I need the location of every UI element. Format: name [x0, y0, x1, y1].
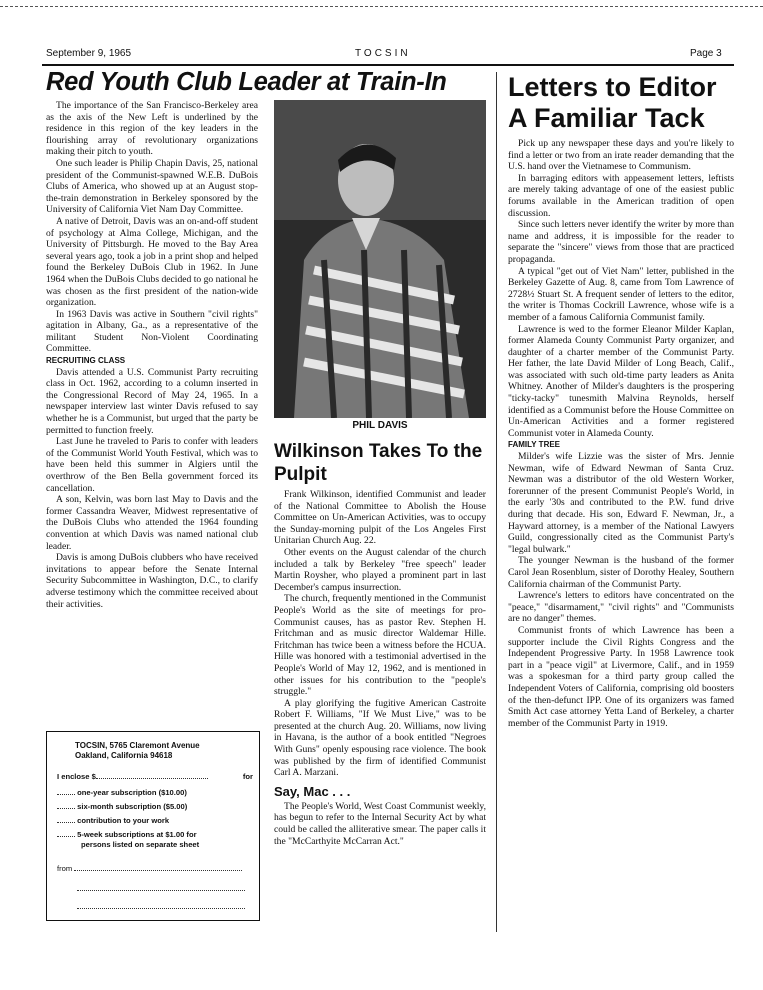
header-date: September 9, 1965	[46, 48, 132, 59]
portrait-photo	[274, 100, 486, 418]
paragraph: Last June he traveled to Paris to confer with leaders of the Communist World Youth Festival, which was to have been held this summer in Algiers until the overthrow of the Ben Bella government forced its cancellation.	[46, 436, 258, 494]
header-paper-name: TOCSIN	[355, 48, 411, 59]
subhead-family-tree: FAMILY TREE	[508, 440, 561, 450]
paragraph: Since such letters never identify the writer by more than name and address, it is impossible for the reader to separate the "sincere" views from those that are practiced propaganda.	[508, 219, 734, 265]
paragraph: The younger Newman is the husband of the former Carol Jean Rosenblum, sister of Dorothy Healey, Southern California chairman of the Communist Party.	[508, 555, 734, 590]
enclose-line[interactable]: I enclose $ for	[57, 772, 253, 781]
paragraph: Lawrence's letters to editors have concentrated on the "peace," "disarmament," "civil rights" and "Communists are no danger" themes.	[508, 590, 734, 625]
middle-article-headline: Wilkinson Takes To the Pulpit	[274, 441, 483, 485]
header-rule	[42, 64, 734, 66]
paragraph: The importance of the San Francisco-Berkeley area as the axis of the New Left is underlined by the residence in this region of the key leaders in the flourishing array of revolutionary organizations making their pitch to youth.	[46, 100, 258, 158]
paragraph: The People's World, West Coast Communist weekly, has begun to refer to the Internal Security Act by what could be called the alliterative smear. The paper calls it the "McCarthyite McCarran Act."	[274, 800, 486, 847]
paragraph: Milder's wife Lizzie was the sister of Mrs. Jennie Newman, wife of Edward Newman of Santa Cruz. Newman was a distributor of the old Western Worker, forerunner of the present Communist People's World, in the early '30s and contributed to the P.W. fund drive during that decade. His son, Edward F. Newman, Jr., a Hayward attorney, is a member of the National Lawyers Guild, congressionally cited as the Communist Party's "legal bulwark."	[508, 451, 734, 555]
paragraph: Communist fronts of which Lawrence has been a supporter include the Civil Rights Congress and the Independent Progressive Party. In 1958 Lawrence took part in a "peace vigil" at Livermore, Calif., and in 1959 was a spokesman for a third party group called the Independent Voters of California, comprising old boosters of the then-defunct IPP. One of its organizers was famed Smith Act case attorney Yetta Land of Berkeley, a charter member of the Communist Party in 1919.	[508, 624, 734, 729]
paragraph: A typical "get out of Viet Nam" letter, published in the Berkeley Gazette of Aug. 8, came from Tom Lawrence of 2728½ Stuart St. A frequent sender of letters to the editor, the writer is Thomas Cockrill Lawrence, whose wife is a member of a famous California Communist family.	[508, 265, 734, 323]
paragraph: Pick up any newspaper these days and you're likely to find a letter or two from an irate reader demanding that the U.S. hand over the Vietnamese to Communism.	[508, 138, 734, 173]
column-divider	[496, 72, 497, 932]
photo-caption: PHIL DAVIS	[352, 420, 408, 431]
left-article-body	[46, 100, 258, 610]
from-line[interactable]: from	[57, 864, 253, 874]
address-line[interactable]	[77, 902, 247, 912]
top-dashed-border	[0, 6, 763, 7]
middle-article-body	[274, 489, 486, 847]
paragraph: Lawrence is wed to the former Eleanor Milder Kaplan, former Alameda County Communist Party organizer, and daughter of a charter member of the Communist Party. Her father, the late David Milder of Long Beach, Calif., was associated with such old-time party leaders as Anita Whitney. Another of Milder's daughters is the prospering "ticky-tacky" tunesmith Malvina Reynolds, herself identified as a Communist before the House Committee on Un-American Activities and a former registered Communist voter in Alameda County.	[508, 323, 734, 439]
paragraph: Davis attended a U.S. Communist Party recruiting class in Oct. 1962, according to a column inserted in the Congressional Record of May 24, 1965. In a newspaper interview last winter Davis refused to say whether he is a Communist, but urged that the party be permitted to function freely.	[46, 366, 258, 436]
subscription-coupon	[46, 731, 260, 921]
header-page-number: Page 3	[690, 48, 722, 59]
coupon-address: TOCSIN, 5765 Claremont Avenue Oakland, California 94618	[75, 741, 200, 760]
option-one-year[interactable]: one-year subscription ($10.00)	[57, 788, 253, 798]
right-article-headline: Letters to Editor A Familiar Tack	[508, 72, 717, 133]
paragraph: Other events on the August calendar of the church included a talk by Berkeley "free speech" leader Martin Roysher, who played a prominent part in last December's campus insurrection.	[274, 546, 486, 593]
left-article-headline: Red Youth Club Leader at Train-In	[46, 68, 447, 96]
paragraph: In 1963 Davis was active in Southern "civil rights" agitation in Albany, Ga., as a representative of the militant Student Non-Violent Coordinating Committee.	[46, 308, 258, 355]
address-line[interactable]	[77, 884, 247, 894]
paragraph: A play glorifying the fugitive American Castroite Robert F. Williams, "If We Must Live," was to be presented at the church Aug. 20. Williams, now living in Havana, is the author of a book entitled "Negroes With Guns" openly espousing race violence. The book was published by the firm of identified Communist Carl A. Marzani.	[274, 697, 486, 779]
option-six-month[interactable]: six-month subscription ($5.00)	[57, 802, 253, 812]
subhead-say-mac: Say, Mac . . .	[274, 783, 351, 799]
paragraph: Frank Wilkinson, identified Communist and leader of the National Committee to Abolish the House Committee on Un-American Activities, was to occupy the Sunday-morning pulpit of the Los Angeles First Unitarian Church Aug. 22.	[274, 489, 486, 547]
right-article-body	[508, 138, 734, 729]
paragraph: Davis is among DuBois clubbers who have received invitations to appear before the Senate Internal Security Subcommittee in Washington, D.C., to clarify adverse testimony which the committee received about their activities.	[46, 552, 258, 610]
paragraph: In barraging editors with appeasement letters, leftists are merely taking advantage of one of the easiest public forums available in the American tradition of open discussion.	[508, 172, 734, 219]
paragraph: The church, frequently mentioned in the Communist People's World as the site of meetings for pro-Communist causes, has as pastor Rev. Stephen H. Fritchman and as music director Waldemar Hille. Fritchman has twice been a witness before the HCUA. Hille was honored with a testimonial advertised in the People's World of May 12, 1962, and is mentioned in other issues for his contribution to the "people's struggle."	[274, 593, 486, 698]
option-five-week[interactable]: 5-week subscriptions at $1.00 for persons listed on separate sheet	[57, 830, 253, 850]
paragraph: A native of Detroit, Davis was an on-and-off student of psychology at Alma College, Michigan, and the University of Pittsburgh. He moved to the Bay Area several years ago, took a job in a print shop and helped found the Berkeley DuBois Club in 1962. In June 1964 when the DuBois Clubs decided to go national he was chosen as the first president of the nation-wide organization.	[46, 215, 258, 309]
paragraph: One such leader is Philip Chapin Davis, 25, national president of the Communist-spawned W.E.B. DuBois Clubs of America, who showed up at an August stop-the-train demonstration in Berkeley sponsored by the University of California Viet Nam Day Committee.	[46, 157, 258, 216]
subhead-recruiting-class: RECRUITING CLASS	[46, 356, 126, 366]
portrait-illustration	[274, 100, 486, 418]
option-contribution[interactable]: contribution to your work	[57, 816, 253, 826]
paragraph: A son, Kelvin, was born last May to Davis and the former Cassandra Weaver, Midwest representative of the DuBois Clubs who attended the 1964 founding convention at which Davis was named national club leader.	[46, 494, 258, 552]
